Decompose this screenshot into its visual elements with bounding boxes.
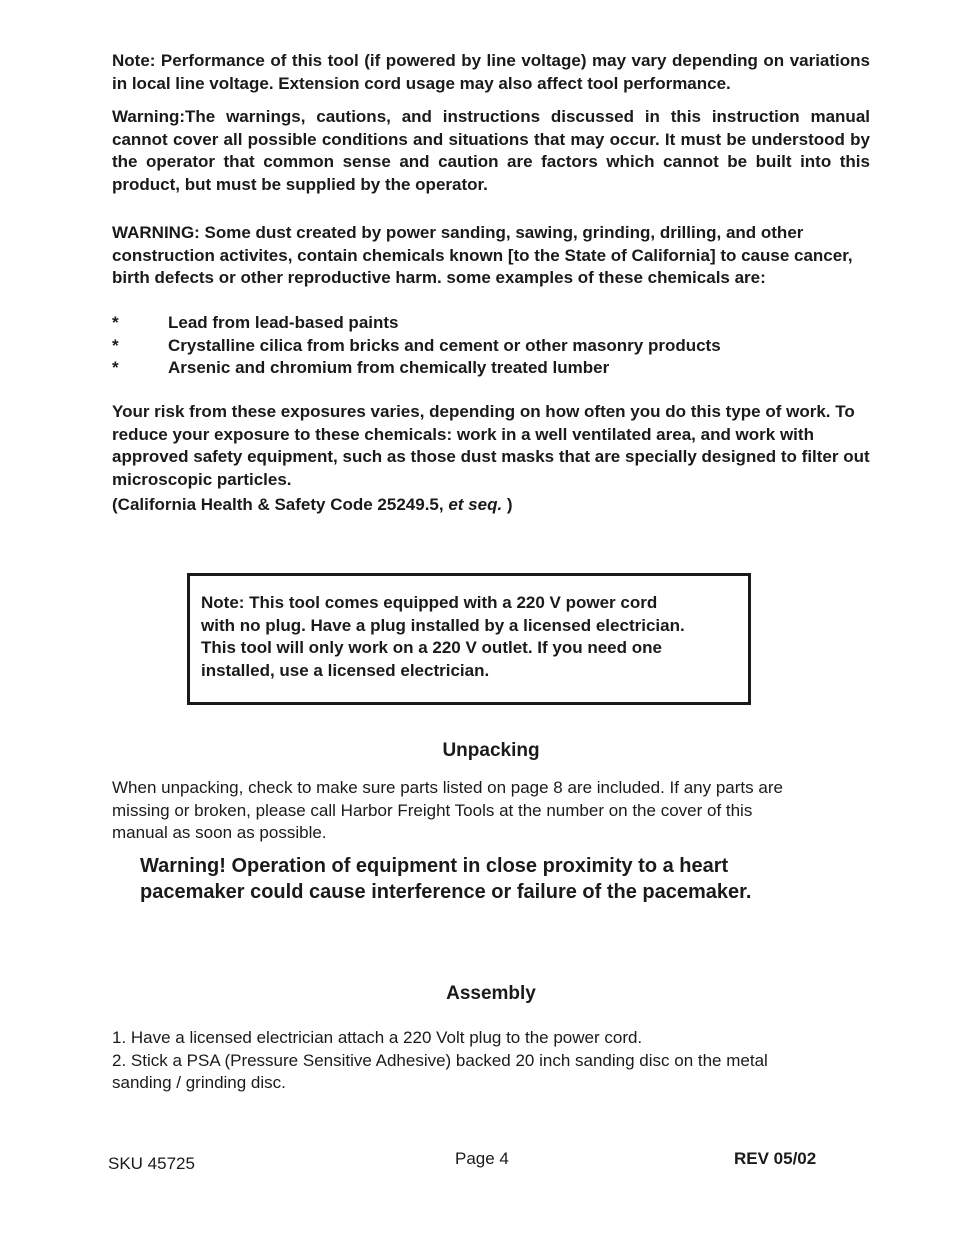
chemical-list	[112, 312, 870, 380]
bullet-mark: *	[112, 358, 119, 377]
chemical-item: Crystalline cilica from bricks and cement or other masonry products	[168, 335, 721, 355]
note-box-line: with no plug. Have a plug installed by a licensed electrician.	[201, 615, 685, 635]
note-box-text	[201, 592, 746, 682]
assembly-line: 1. Have a licensed electrician attach a 220 Volt plug to the power cord.	[112, 1028, 643, 1047]
note-box-line: This tool will only work on a 220 V outlet. If you need one	[201, 638, 662, 657]
note-box-line: installed, use a licensed electrician.	[201, 660, 490, 680]
pacemaker-warning	[140, 853, 840, 905]
list-item	[112, 335, 870, 358]
chemical-item: Arsenic and chromium from chemically treated lumber	[168, 358, 610, 377]
code-ref-suffix: )	[502, 495, 513, 514]
risk-text: Your risk from these exposures varies, depending on how often you do this type of work. To reduce your exposure to these chemicals: work in a well ventilated area, and work with approved safety equipment, such as those dust masks that are specially designed to filter out microscopic particles.	[112, 402, 870, 489]
assembly-line: 2. Stick a PSA (Pressure Sensitive Adhesive) backed 20 inch sanding disc on the metal	[112, 1050, 768, 1070]
bullet-mark: *	[112, 313, 119, 332]
pacemaker-line: Warning! Operation of equipment in close proximity to a heart	[140, 855, 729, 877]
unpacking-text	[112, 777, 870, 845]
warning-dust: WARNING: Some dust created by power sanding, sawing, grinding, drilling, and other construction activites, contain chemicals known [to the State of California] to cause cancer, birth defects or other reproductive harm. some examples of these chemicals are:	[112, 223, 853, 287]
list-item	[112, 312, 870, 335]
unpacking-heading: Unpacking	[442, 740, 540, 761]
bullet-mark: *	[112, 335, 119, 355]
assembly-steps	[112, 1027, 870, 1095]
note-voltage: Note: Performance of this tool (if powered by line voltage) may vary depending on variations in local line voltage. Extension cord usage may also affect tool performance.	[112, 51, 870, 93]
assembly-heading: Assembly	[446, 983, 536, 1004]
unpacking-line: When unpacking, check to make sure parts listed on page 8 are included. If any parts are	[112, 778, 783, 797]
unpacking-line: missing or broken, please call Harbor Freight Tools at the number on the cover of this	[112, 800, 753, 820]
note-box-line: Note: This tool comes equipped with a 220 V power cord	[201, 593, 658, 612]
note-box	[187, 573, 751, 705]
footer-page: Page 4	[455, 1149, 509, 1168]
list-item	[112, 357, 870, 380]
footer-sku: SKU 45725	[108, 1154, 195, 1173]
code-ref-prefix: (California Health & Safety Code 25249.5,	[112, 495, 449, 514]
code-ref-italic: et seq.	[448, 495, 503, 514]
warning-general: Warning:The warnings, cautions, and instructions discussed in this instruction manual cannot cover all possible conditions and situations that may occur. It must be understood by the operator that common sense and caution are factors which cannot be built into this product, but must be supplied by the operator.	[112, 107, 870, 194]
unpacking-line: manual as soon as possible.	[112, 823, 327, 842]
chemical-item: Lead from lead-based paints	[168, 313, 399, 332]
code-reference	[112, 494, 870, 517]
pacemaker-line: pacemaker could cause interference or failure of the pacemaker.	[140, 881, 752, 903]
assembly-line: sanding / grinding disc.	[112, 1073, 286, 1092]
footer-rev: REV 05/02	[734, 1149, 817, 1168]
